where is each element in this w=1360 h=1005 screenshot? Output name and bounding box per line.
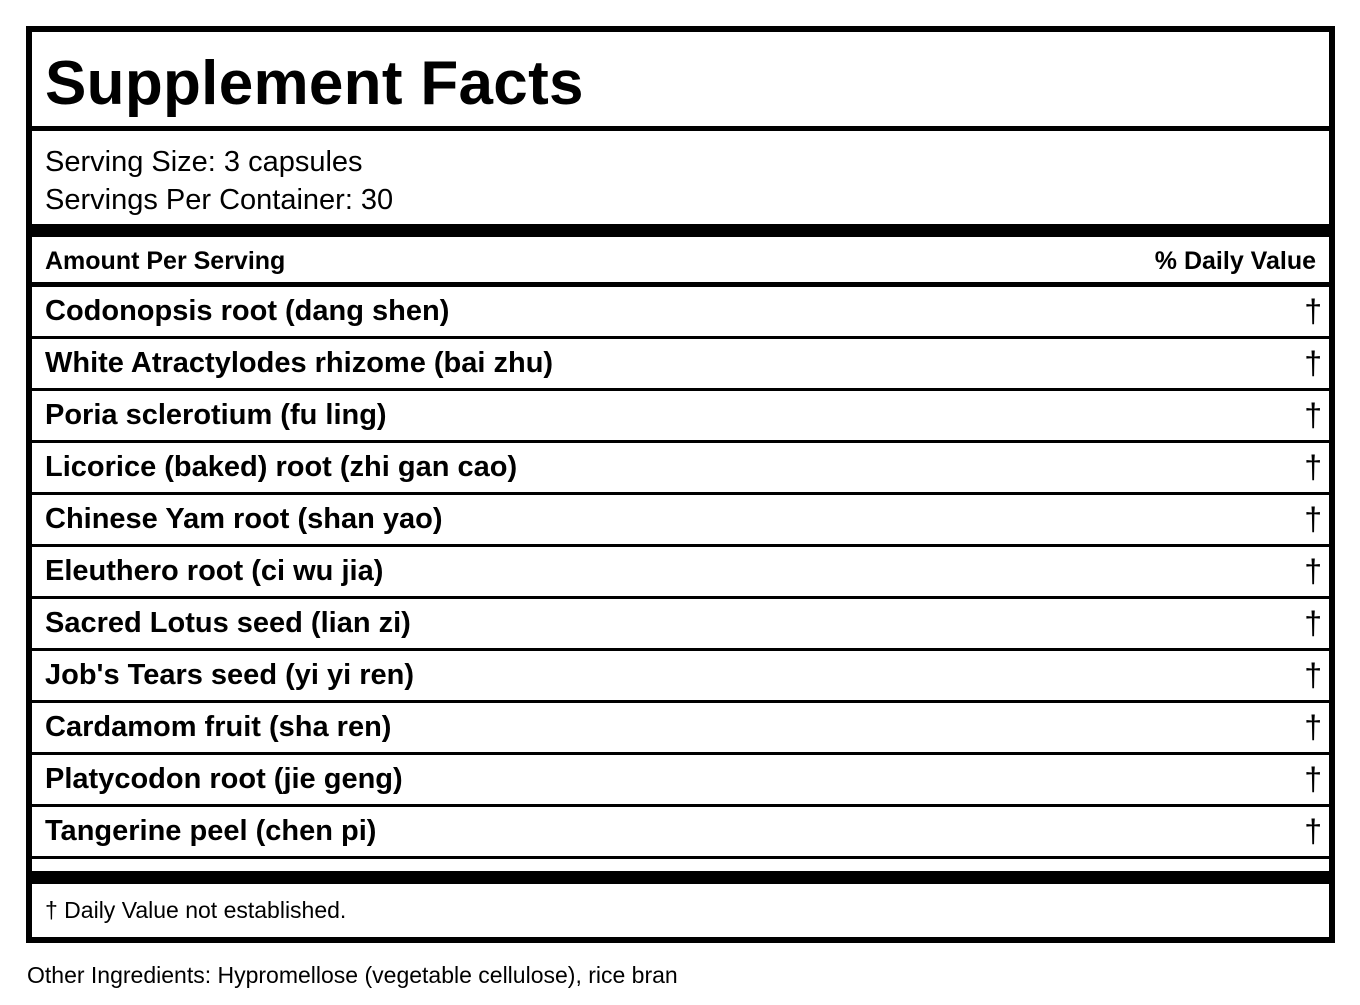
daily-value-dagger: †	[1304, 813, 1322, 849]
column-header	[32, 237, 1329, 282]
ingredient-name: Cardamom fruit (sha ren)	[45, 711, 392, 743]
ingredient-name: Chinese Yam root (shan yao)	[45, 503, 443, 535]
ingredient-row	[32, 287, 1329, 336]
daily-value-header: % Daily Value	[1154, 246, 1316, 275]
daily-value-dagger: †	[1304, 657, 1322, 693]
daily-value-dagger: †	[1304, 709, 1322, 745]
ingredient-row	[32, 495, 1329, 544]
thick-divider	[32, 224, 1329, 237]
ingredient-name: Platycodon root (jie geng)	[45, 763, 403, 795]
serving-size: Serving Size: 3 capsules	[45, 146, 363, 178]
ingredient-name: Licorice (baked) root (zhi gan cao)	[45, 451, 518, 483]
daily-value-dagger: †	[1304, 449, 1322, 485]
ingredient-row	[32, 391, 1329, 440]
thick-divider	[32, 871, 1329, 884]
daily-value-dagger: †	[1304, 501, 1322, 537]
daily-value-dagger: †	[1304, 293, 1322, 329]
footnote: † Daily Value not established.	[45, 896, 347, 923]
daily-value-dagger: †	[1304, 553, 1322, 589]
daily-value-dagger: †	[1304, 397, 1322, 433]
daily-value-dagger: †	[1304, 345, 1322, 381]
ingredient-name: Sacred Lotus seed (lian zi)	[45, 607, 411, 639]
serving-info	[32, 131, 1329, 224]
ingredient-row	[32, 703, 1329, 752]
panel-title: Supplement Facts	[45, 49, 584, 118]
ingredient-name: White Atractylodes rhizome (bai zhu)	[45, 347, 554, 379]
daily-value-dagger: †	[1304, 605, 1322, 641]
ingredient-row	[32, 599, 1329, 648]
ingredient-row	[32, 807, 1329, 856]
ingredient-name: Job's Tears seed (yi yi ren)	[45, 659, 415, 691]
ingredient-row	[32, 443, 1329, 492]
amount-per-serving-header: Amount Per Serving	[45, 246, 286, 275]
servings-per-container: Servings Per Container: 30	[45, 184, 394, 216]
ingredient-row	[32, 755, 1329, 804]
supplement-facts-panel	[26, 26, 1335, 943]
ingredient-name: Poria sclerotium (fu ling)	[45, 399, 387, 431]
ingredient-name: Codonopsis root (dang shen)	[45, 295, 450, 327]
ingredient-row	[32, 547, 1329, 596]
ingredient-list	[32, 287, 1329, 859]
other-ingredients: Other Ingredients: Hypromellose (vegetable cellulose), rice bran	[27, 962, 678, 988]
ingredient-name: Tangerine peel (chen pi)	[45, 815, 377, 847]
ingredient-name: Eleuthero root (ci wu jia)	[45, 555, 384, 587]
daily-value-dagger: †	[1304, 761, 1322, 797]
spacer	[32, 859, 1329, 871]
ingredient-row	[32, 339, 1329, 388]
ingredient-row	[32, 651, 1329, 700]
